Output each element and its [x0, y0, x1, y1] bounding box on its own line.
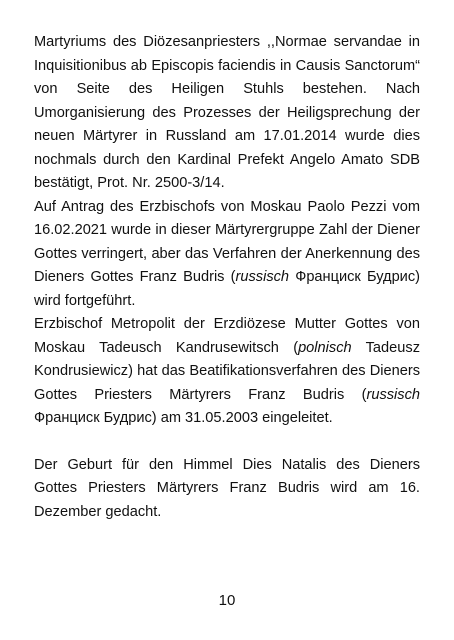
paragraph-martyrium-norms — [34, 31, 420, 196]
paragraph-dies-natalis — [34, 454, 420, 525]
paragraph-pezzi-request — [34, 196, 420, 314]
paragraph-3-italic-language-polish: polnisch — [298, 339, 352, 356]
paragraph-3-text-start: Erzbischof Metropolit der Erzdiözese Mutter Gottes von Moskau Tadeusch Kandrusewitsch ( — [34, 316, 420, 356]
paragraph-spacing — [34, 431, 420, 454]
paragraph-2-text-end: Франциск Будрис) wird fortgeführt. — [34, 269, 420, 309]
document-page — [34, 31, 420, 631]
paragraph-2-text-start: Auf Antrag des Erzbischofs von Moskau Paolo Pezzi vom 16.02.2021 wurde in dieser Märtyrergruppe Zahl der Diener Gottes verringert, aber das Verfahren der Anerkennung des Dieners Gottes Franz Budris ( — [34, 198, 420, 285]
paragraph-1-text: Martyriums des Diözesanpriesters ,,Normae servandae in Inquisitionibus ab Episcopis faciendis in Causis Sanctorum“ von Seite des Heiligen Stuhls bestehen. Nach Umorganisierung des Prozesses der Heiligsprechung der neuen Märtyrer in Russland am 17.01.2014 wurde dies nochmals durch den Kardinal Prefekt Angelo Amato SDB bestätigt, Prot. Nr. 2500-3/14. — [34, 34, 420, 191]
paragraph-3-text-middle: Tadeusz Kondrusiewicz) hat das Beatifikationsverfahren des Dieners Gottes Priesters Märtyrers Franz Budris ( — [34, 339, 420, 403]
paragraph-3-italic-language-russian: russisch — [366, 386, 420, 403]
page-number: 10 — [218, 592, 236, 609]
paragraph-3-text-end: Франциск Будрис) am 31.05.2003 eingeleitet. — [34, 410, 333, 426]
paragraph-2-italic-language: russisch — [235, 269, 290, 285]
paragraph-4-text: Der Geburt für den Himmel Dies Natalis des Dieners Gottes Priesters Märtyrers Franz Budris wird am 16. Dezember gedacht. — [34, 456, 420, 520]
paragraph-kondrusiewicz-beatification — [34, 313, 420, 431]
